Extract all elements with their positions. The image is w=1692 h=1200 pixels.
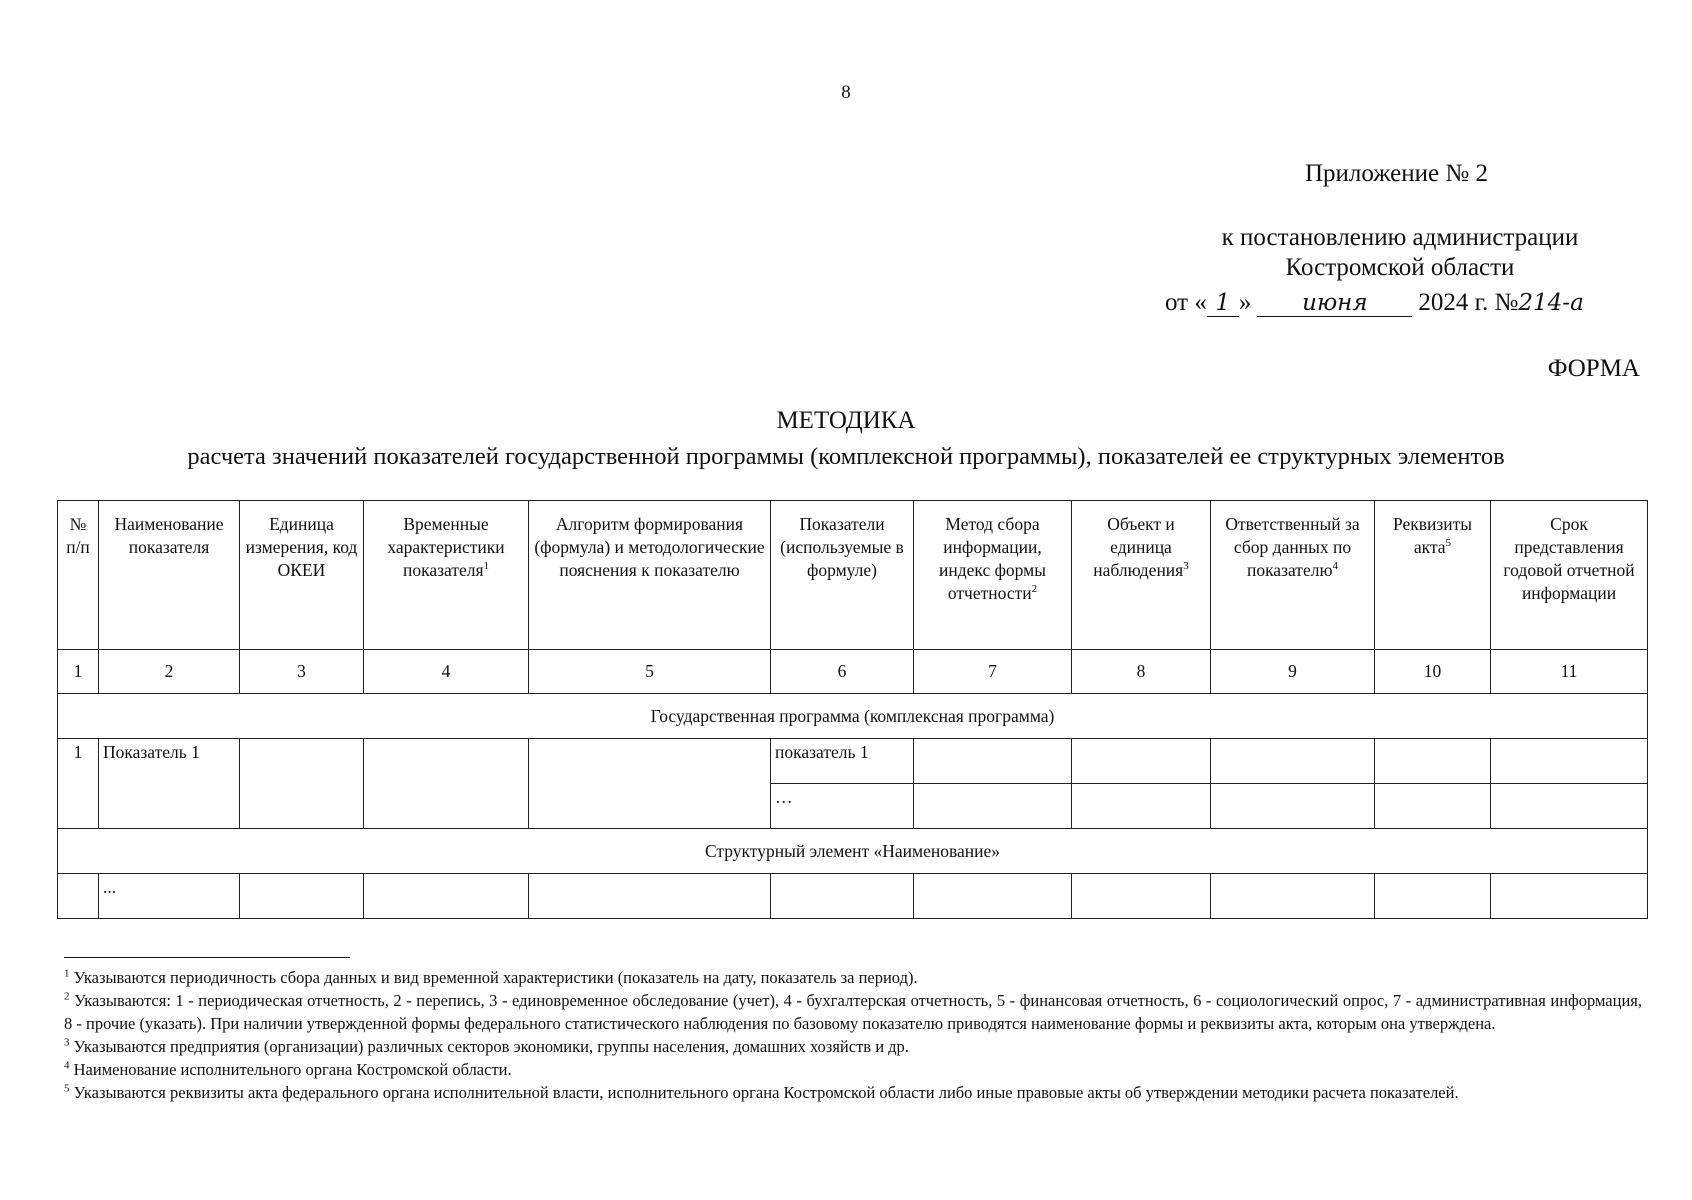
column-number: 1 xyxy=(58,650,99,694)
footnote-ref: 4 xyxy=(1332,560,1339,573)
table-cell xyxy=(914,874,1072,919)
table-cell xyxy=(771,874,914,919)
used-indicator: показатель 1 xyxy=(771,739,914,784)
table-cell xyxy=(1375,874,1491,919)
document-subtitle: расчета значений показателей государственной программы (комплексной программы), показателей ее структурных элементов xyxy=(187,443,1505,470)
footnote-mark: 3 xyxy=(64,1036,70,1049)
footnote-text: Наименование исполнительного органа Костромской области. xyxy=(73,1060,512,1079)
header-cell: Алгоритм формирования (формула) и методологические пояснения к показателю xyxy=(529,501,771,650)
table-cell xyxy=(1211,784,1375,829)
footnotes xyxy=(64,966,1642,1104)
table-row xyxy=(58,739,1648,784)
document-title: МЕТОДИКА xyxy=(776,407,916,434)
footnote-text: Указываются реквизиты акта федерального органа исполнительной власти, исполнительного органа Костромской области либо иные правовые акты об утверждении методики расчета показателей. xyxy=(73,1083,1459,1102)
header-cell: Метод сбора информации, индекс формы отчетности$^2$ xyxy=(914,501,1072,650)
header-cell: Срок представления годовой отчетной информации xyxy=(1491,501,1648,650)
table-cell xyxy=(1491,784,1648,829)
table-cell xyxy=(1072,784,1211,829)
column-number-row xyxy=(58,650,1648,694)
table-cell xyxy=(1491,739,1648,784)
section-row-structural-element xyxy=(58,829,1648,874)
header-cell: Временные характеристики показателя$^1$ xyxy=(364,501,529,650)
table-cell xyxy=(58,874,99,919)
table-row xyxy=(58,874,1648,919)
table-cell xyxy=(240,874,364,919)
methodology-table xyxy=(57,500,1648,919)
table-cell xyxy=(1211,874,1375,919)
decree-day-handwritten: 1 xyxy=(1207,290,1239,317)
section-title: Государственная программа (комплексная программа) xyxy=(58,694,1648,739)
footnote-ref: 5 xyxy=(1445,537,1452,550)
table-cell xyxy=(1072,739,1211,784)
header-cell: Показатели (используемые в формуле) xyxy=(771,501,914,650)
decree-line-1: к постановлению администрации xyxy=(1221,224,1579,251)
page-number: 8 xyxy=(841,82,851,103)
section-row-program xyxy=(58,694,1648,739)
decree-line-2: Костромской области xyxy=(1285,254,1515,281)
footnote xyxy=(64,966,1642,989)
table-cell xyxy=(529,874,771,919)
footnote xyxy=(64,1058,1642,1081)
table-cell xyxy=(914,784,1072,829)
column-number: 8 xyxy=(1072,650,1211,694)
footnote-text: Указываются предприятия (организации) различных секторов экономики, группы населения, домашних хозяйств и др. xyxy=(73,1037,909,1056)
form-label: ФОРМА xyxy=(1547,355,1640,382)
column-number: 10 xyxy=(1375,650,1491,694)
footnote-mark: 2 xyxy=(64,990,70,1003)
decree-month-handwritten: июня xyxy=(1257,290,1412,317)
decree-date-prefix: от « xyxy=(1165,289,1207,316)
column-number: 2 xyxy=(99,650,240,694)
footnote-mark: 4 xyxy=(64,1059,70,1072)
table-cell xyxy=(1375,739,1491,784)
table-cell xyxy=(1375,784,1491,829)
footnote xyxy=(64,1081,1642,1104)
footnote-separator xyxy=(64,957,350,958)
header-cell: Наименование показателя xyxy=(99,501,240,650)
indicator-name: Показатель 1 xyxy=(99,739,240,829)
header-cell: Единица измерения, код ОКЕИ xyxy=(240,501,364,650)
footnote xyxy=(64,1035,1642,1058)
appendix-label: Приложение № 2 xyxy=(1304,160,1488,187)
decree-quote-close: » xyxy=(1238,289,1252,316)
column-number: 7 xyxy=(914,650,1072,694)
header-cell: № п/п xyxy=(58,501,99,650)
decree-reference xyxy=(1150,223,1650,283)
indicator-name: ... xyxy=(99,874,240,919)
table-cell xyxy=(1072,874,1211,919)
footnote-ref: 2 xyxy=(1031,583,1038,596)
decree-number-handwritten: 214-а xyxy=(1518,290,1584,316)
header-cell: Реквизиты акта$^5$ xyxy=(1375,501,1491,650)
table-cell xyxy=(1211,739,1375,784)
footnote-ref: 3 xyxy=(1183,560,1189,573)
footnote-text: Указываются: 1 - периодическая отчетность, 2 - перепись, 3 - единовременное обследование (учет), 4 - бухгалтерская отчетность, 5 - финансовая отчетность, 6 - социологический опрос, 7 - административная информация, 8 - прочие (указать). При наличии утвержденной формы федерального статистического наблюдения по базовому показателю приводятся наименование формы и реквизиты акта, которым она утверждена. xyxy=(64,991,1643,1033)
table-cell xyxy=(914,739,1072,784)
decree-year: 2024 г. № xyxy=(1418,289,1519,316)
footnote-ref: 1 xyxy=(483,560,490,573)
table-cell xyxy=(529,739,771,829)
header-cell: Ответственный за сбор данных по показателю$^4$ xyxy=(1211,501,1375,650)
footnote xyxy=(64,989,1642,1035)
column-number: 3 xyxy=(240,650,364,694)
column-number: 4 xyxy=(364,650,529,694)
footnote-mark: 5 xyxy=(64,1082,70,1095)
footnote-text: Указываются периодичность сбора данных и вид временной характеристики (показатель на дату, показатель за период). xyxy=(73,968,918,987)
column-number: 9 xyxy=(1211,650,1375,694)
row-number: 1 xyxy=(58,739,99,829)
table-cell xyxy=(1491,874,1648,919)
table-header-row xyxy=(58,501,1648,650)
column-number: 11 xyxy=(1491,650,1648,694)
table-cell xyxy=(364,739,529,829)
table-cell xyxy=(364,874,529,919)
column-number: 6 xyxy=(771,650,914,694)
table-cell xyxy=(240,739,364,829)
section-title: Структурный элемент «Наименование» xyxy=(58,829,1648,874)
header-cell: Объект и единица наблюдения$^3$ xyxy=(1072,501,1211,650)
decree-date xyxy=(1165,289,1584,317)
used-indicator-more: … xyxy=(771,784,914,829)
column-number: 5 xyxy=(529,650,771,694)
footnote-mark: 1 xyxy=(64,967,70,980)
